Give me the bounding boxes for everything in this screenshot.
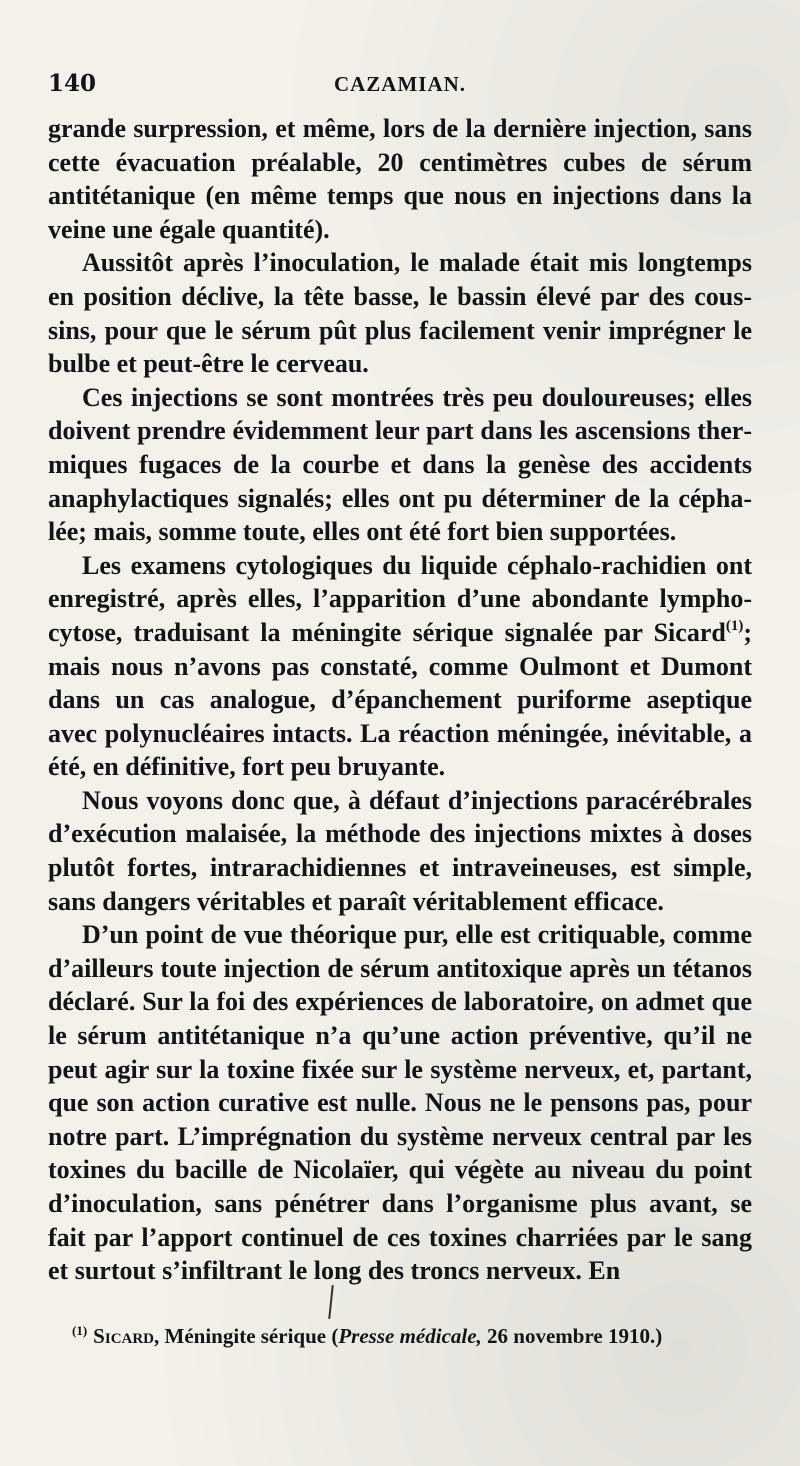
paragraph-4 <box>48 549 752 784</box>
body-text <box>48 112 752 1288</box>
footnote-reference[interactable]: (1) <box>725 617 744 634</box>
footnote-marker: (1) <box>72 1323 88 1338</box>
paragraph-5: Nous voyons donc que, à défaut d’injections paracérébrales d’exécution malaisée, la méthode des injections mixtes à doses plutôt fortes, intrarachidiennes et intraveineuses, est simple, sans dangers véritables et paraît véritablement efficace. <box>48 785 752 916</box>
running-head <box>48 70 752 100</box>
footnote-close-paren: ) <box>655 1324 663 1348</box>
page-number: 140 <box>48 70 97 97</box>
paragraph-4-after: ; mais nous n’avons pas constaté, comme Oulmont et Dumont dans un cas analogue, d’épanchement puriforme aseptique avec polynucléaires intacts. La réaction méningée, inévitable, a été, en définitive, fort peu bruyante. <box>48 617 752 782</box>
paragraph-1: grande surpression, et même, lors de la dernière injection, sans cette évacuation préalable, 20 centimètres cubes de sérum antitétanique (en même temps que nous en injections dans la veine une égale quantité). <box>48 114 752 244</box>
footnote-author: Sicard, <box>93 1324 160 1348</box>
paragraph-4-before: Les examens cytologiques du liquide céphalo-rachidien ont enregistré, après elles, l’apparition d’une abondante lymphocytose, traduisant la méningite sérique signalée par Sicard <box>48 550 752 647</box>
running-title: CAZAMIAN. <box>333 72 467 96</box>
footnote-open-paren: ( <box>331 1324 339 1348</box>
footnote <box>72 1318 752 1349</box>
paragraph-3: Ces injections se sont montrées très peu douloureuses; elles doivent prendre évidemment leur part dans les ascensions thermiques fugaces de la courbe et dans la genèse des accidents anaphylactiques signalés; elles ont pu déterminer de la céphalée; mais, somme toute, elles ont été fort bien supportées. <box>48 382 752 547</box>
pencil-mark <box>328 1285 334 1319</box>
footnote-journal: Presse médicale, <box>338 1324 482 1348</box>
paragraph-6: D’un point de vue théorique pur, elle est critiquable, comme d’ailleurs toute injection de sérum antitoxique après un tétanos déclaré. Sur la foi des expériences de laboratoire, on admet que le sérum antitétanique n’a qu’une action préventive, qu’il ne peut agir sur la toxine fixée sur le système nerveux, et, partant, que son action curative est nulle. Nous ne le pensons pas, pour notre part. L’imprégnation du système nerveux central par les toxines du bacille de Nicolaïer, qui végète au niveau du point d’inoculation, sans pénétrer dans l’organisme plus avant, se fait par l’apport continuel de ces toxines charriées par le sang et surtout s’infiltrant le long des troncs nerveux. En <box>48 920 752 1286</box>
footnote-title: Méningite sérique <box>164 1324 327 1348</box>
footnote-date: 26 novembre 1910. <box>487 1324 656 1348</box>
paragraph-2: Aussitôt après l’inoculation, le malade était mis longtemps en position déclive, la tête basse, le bassin élevé par des coussins, pour que le sérum pût plus facilement venir imprégner le bulbe et peut-être le cerveau. <box>48 248 752 379</box>
